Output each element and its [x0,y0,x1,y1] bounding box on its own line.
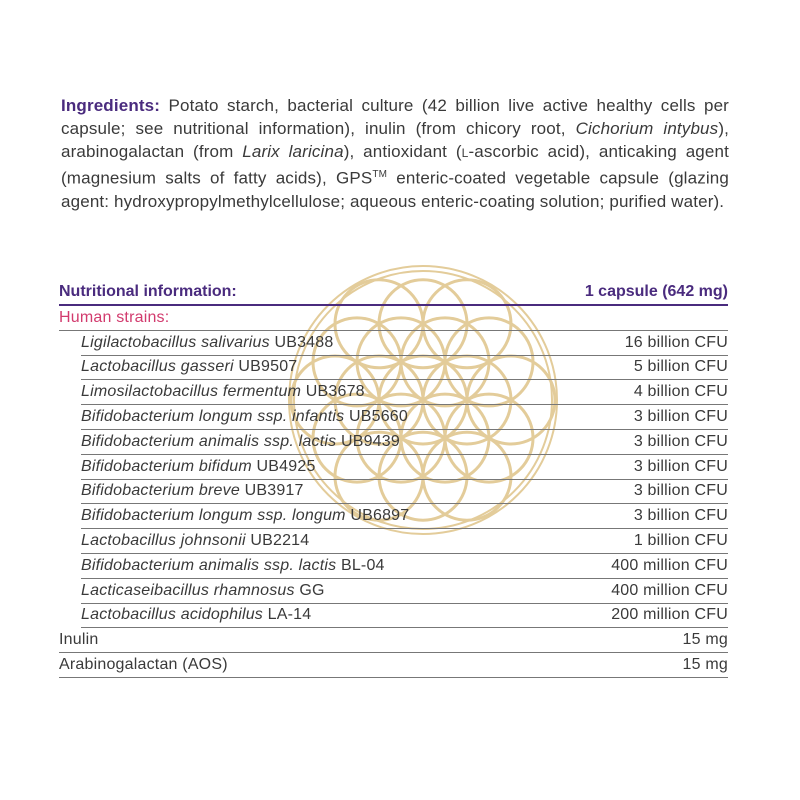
strain-species: Limosilactobacillus fermentum [81,383,302,401]
strain-code: UB2214 [245,532,310,550]
strain-name [81,532,309,550]
strain-species: Lactobacillus acidophilus [81,606,263,624]
ingredients-italic-2: Larix laricina [242,142,344,161]
strain-row [81,455,728,480]
strain-code: LA-14 [263,606,312,624]
strain-value: 400 million CFU [611,581,728,599]
ingredients-superscript: TM [372,169,388,180]
ingredients-text-3: ), antioxidant ( [343,142,462,161]
strain-value: 3 billion CFU [633,482,728,500]
strain-name [81,408,408,426]
strain-species: Bifidobacterium breve [81,482,240,500]
strain-value: 3 billion CFU [633,408,728,426]
strain-name [81,334,333,352]
strain-code: UB3678 [301,383,365,401]
strain-code: BL-04 [336,556,385,574]
strain-value: 200 million CFU [611,606,728,624]
group-label: Human strains: [59,308,170,326]
other-value: 15 mg [682,656,728,674]
strain-species: Lactobacillus johnsonii [81,532,246,550]
other-row [59,653,728,678]
strain-row [81,480,728,505]
strain-code: UB3488 [269,333,334,351]
strain-name [81,482,304,500]
strain-value: 16 billion CFU [624,333,728,351]
strain-species: Bifidobacterium longum ssp. infantis [81,408,345,426]
strain-code: UB6897 [345,507,410,525]
strain-name [81,383,365,401]
strain-row [81,604,728,629]
nutrition-table-header [59,279,728,306]
strain-value: 400 million CFU [611,556,728,574]
strain-code: UB5660 [344,408,408,426]
strain-row [81,504,728,529]
ingredients-text-1: Potato starch, bacterial culture (42 billion live active healthy cells per capsule; see nutritional information), inulin (from chicory root, [61,96,729,138]
other-rows [59,628,728,678]
strain-value: 5 billion CFU [633,358,728,376]
header-label: Nutritional information: [59,282,237,300]
strain-value: 1 billion CFU [633,532,728,550]
strain-code: UB9439 [336,432,400,450]
ingredients-label: Ingredients: [61,96,161,115]
strain-name [81,557,385,575]
other-name: Arabinogalactan (AOS) [59,656,228,674]
ingredients-smallcaps: l [461,142,469,161]
ingredients-text-4: -ascorbic acid), anticaking agent (magnesium salts of fatty acids), GPS [61,142,729,188]
other-name: Inulin [59,631,99,649]
strain-name [81,606,311,624]
strain-value: 3 billion CFU [633,457,728,475]
strain-name [81,507,409,525]
strain-row [81,380,728,405]
strain-row [81,529,728,554]
strain-row [81,554,728,579]
strain-value: 3 billion CFU [633,507,728,525]
ingredients-italic-1: Cichorium intybus [575,119,719,138]
strain-species: Bifidobacterium longum ssp. longum [81,507,346,525]
ingredients-text-2: ), arabinogalactan (from [61,119,729,161]
strain-name [81,458,316,476]
ingredients-paragraph [61,94,729,213]
strain-row [81,579,728,604]
strain-row [81,331,728,356]
other-value: 15 mg [682,631,728,649]
strain-name [81,433,400,451]
strain-code: UB9507 [233,358,298,376]
strain-value: 4 billion CFU [633,383,728,401]
group-label-row [59,306,728,331]
strain-name [81,358,297,376]
strain-code: UB4925 [251,457,316,475]
strain-species: Bifidobacterium animalis ssp. lactis [81,432,337,450]
other-row [59,628,728,653]
nutrition-table [59,279,728,678]
ingredients-text-5: enteric-coated vegetable capsule (glazing agent: hydroxypropylmethylcellulose; aqueous enteric-coating solution; purified water). [61,168,729,211]
header-serving: 1 capsule (642 mg) [584,282,728,300]
strain-row [81,356,728,381]
strain-name [81,582,325,600]
strain-species: Bifidobacterium animalis ssp. lactis [81,556,337,574]
strain-code: GG [294,581,325,599]
strain-row [81,405,728,430]
strain-value: 3 billion CFU [633,432,728,450]
strain-species: Lactobacillus gasseri [81,358,234,376]
strain-code: UB3917 [239,482,304,500]
strain-rows [59,331,728,629]
strain-species: Ligilactobacillus salivarius [81,333,270,351]
strain-row [81,430,728,455]
strain-species: Lacticaseibacillus rhamnosus [81,581,295,599]
strain-species: Bifidobacterium bifidum [81,457,252,475]
